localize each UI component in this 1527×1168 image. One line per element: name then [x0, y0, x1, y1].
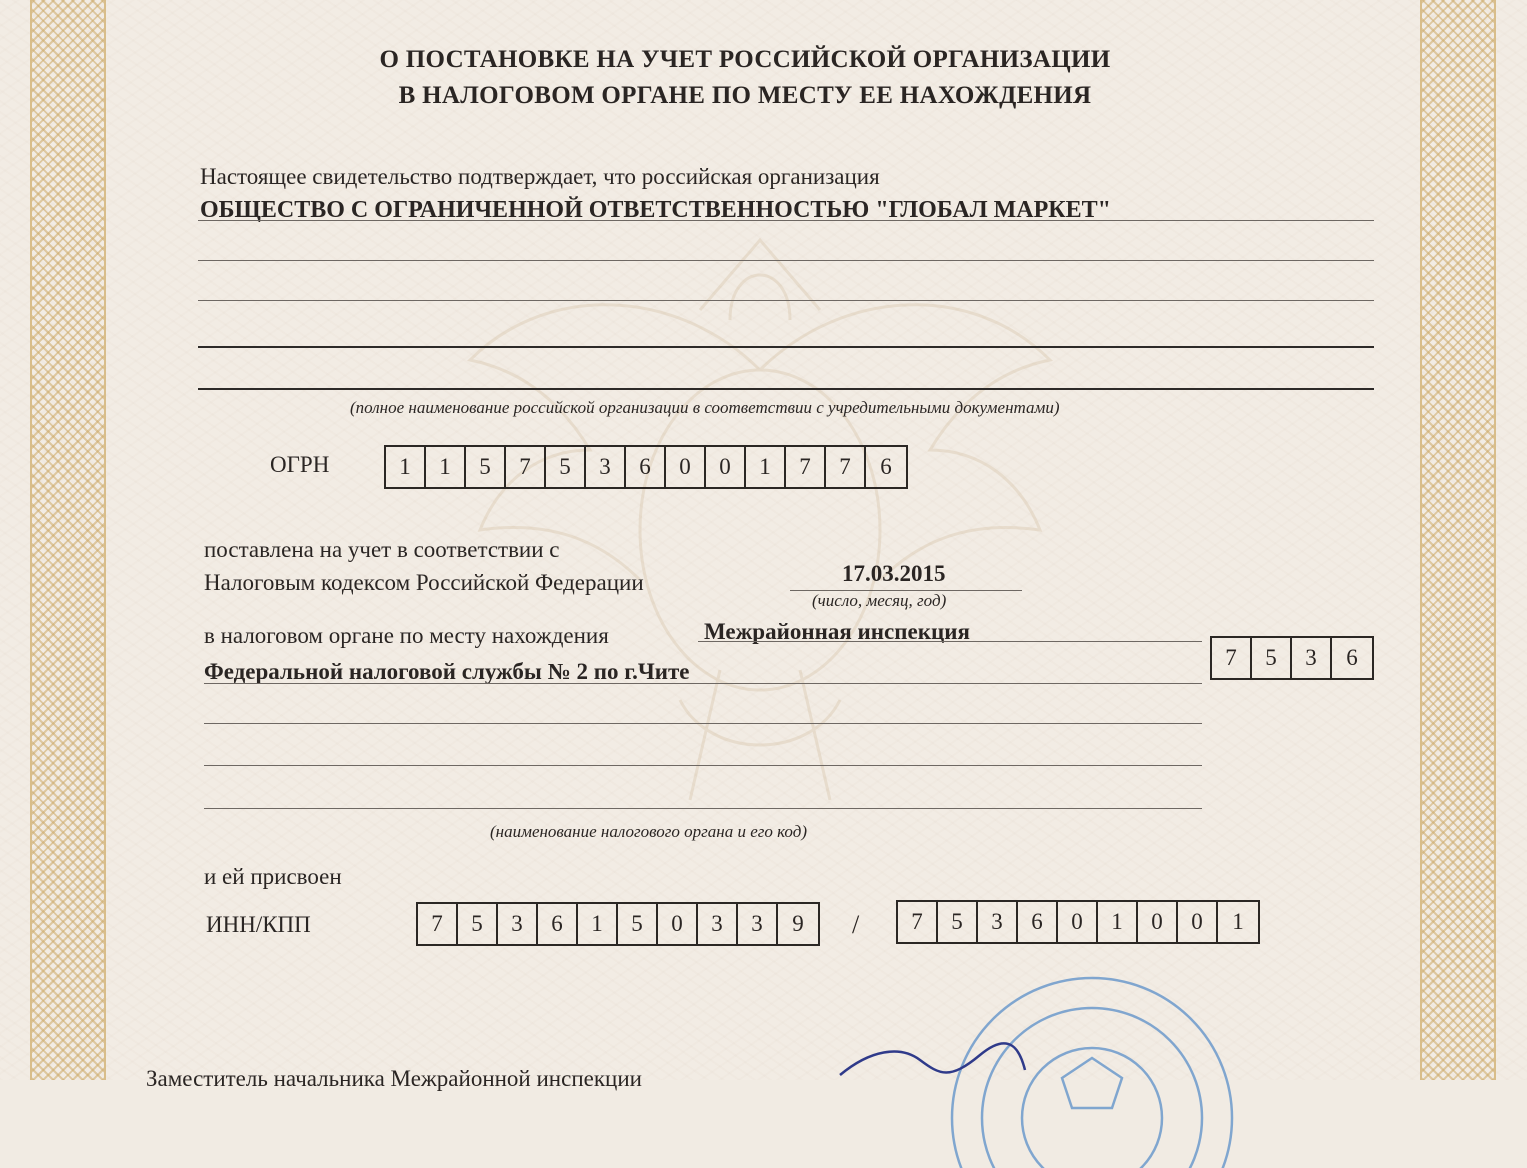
- authority-code-digit-1: 7: [1212, 638, 1252, 678]
- ogrn-digit-12: 7: [826, 447, 866, 487]
- inn-kpp-separator: /: [852, 910, 860, 939]
- authority-name-line-1: Межрайонная инспекция: [704, 619, 970, 644]
- certificate-title-line-2: В НАЛОГОВОМ ОРГАНЕ ПО МЕСТУ ЕЕ НАХОЖДЕНИЯ: [398, 82, 1092, 109]
- ogrn-digit-4: 7: [506, 447, 546, 487]
- inn-digit-2: 5: [458, 904, 498, 944]
- ogrn-digit-13: 6: [880, 454, 892, 479]
- inn-digit-boxes: [416, 902, 820, 946]
- signature: [830, 1040, 1030, 1080]
- coat-of-arms-watermark: [430, 200, 1090, 840]
- intro-text: Настоящее свидетельство подтверждает, что российская организация: [200, 164, 880, 189]
- registered-line-2: Налоговым кодексом Российской Федерации: [204, 570, 644, 595]
- kpp-digit-3: 3: [978, 902, 1018, 942]
- ogrn-label: ОГРН: [270, 452, 330, 477]
- authority-line-4: [204, 765, 1202, 766]
- kpp-digit-2: 5: [938, 902, 978, 942]
- bottom-signatory-text: Заместитель начальника Межрайонной инспекции: [146, 1066, 642, 1091]
- authority-line-5: [204, 808, 1202, 809]
- registration-date: 17.03.2015: [842, 561, 946, 586]
- kpp-digit-4: 6: [1018, 902, 1058, 942]
- inn-digit-4: 6: [538, 904, 578, 944]
- inn-digit-7: 0: [658, 904, 698, 944]
- certificate-title-line-1: О ПОСТАНОВКЕ НА УЧЕТ РОССИЙСКОЙ ОРГАНИЗАЦИИ: [379, 46, 1111, 73]
- ogrn-digit-6: 3: [586, 447, 626, 487]
- kpp-digit-9: 1: [1232, 909, 1244, 934]
- kpp-digit-6: 1: [1098, 902, 1138, 942]
- org-line-2: [198, 260, 1374, 261]
- authority-code-digit-2: 5: [1252, 638, 1292, 678]
- authority-code-boxes: [1210, 636, 1374, 680]
- org-line-1: [198, 220, 1374, 221]
- ogrn-digit-5: 5: [546, 447, 586, 487]
- ogrn-digit-2: 1: [426, 447, 466, 487]
- org-line-5: [198, 388, 1374, 390]
- org-line-4: [198, 346, 1374, 348]
- inn-digit-1: 7: [418, 904, 458, 944]
- authority-code-digit-3: 3: [1292, 638, 1332, 678]
- kpp-digit-boxes: [896, 900, 1260, 944]
- inn-kpp-label: ИНН/КПП: [206, 912, 311, 937]
- ogrn-digit-boxes: [384, 445, 908, 489]
- ogrn-digit-11: 7: [786, 447, 826, 487]
- inn-digit-3: 3: [498, 904, 538, 944]
- org-caption: (полное наименование российской организации в соответствии с учредительными документами): [350, 398, 1060, 417]
- left-ornamental-border: [30, 0, 106, 1080]
- kpp-digit-5: 0: [1058, 902, 1098, 942]
- authority-name-line-2: Федеральной налоговой службы № 2 по г.Чите: [204, 659, 690, 684]
- ogrn-digit-3: 5: [466, 447, 506, 487]
- authority-label: в налоговом органе по месту нахождения: [204, 623, 609, 648]
- ogrn-digit-9: 0: [706, 447, 746, 487]
- kpp-digit-8: 0: [1178, 902, 1218, 942]
- organization-name: ОБЩЕСТВО С ОГРАНИЧЕННОЙ ОТВЕТСТВЕННОСТЬЮ "ГЛОБАЛ МАРКЕТ": [200, 197, 1111, 223]
- inn-digit-8: 3: [698, 904, 738, 944]
- ogrn-digit-10: 1: [746, 447, 786, 487]
- date-caption: (число, месяц, год): [812, 591, 947, 610]
- authority-line-3: [204, 723, 1202, 724]
- inn-digit-9: 3: [738, 904, 778, 944]
- ogrn-digit-1: 1: [386, 447, 426, 487]
- registered-line-1: поставлена на учет в соответствии с: [204, 537, 560, 562]
- authority-code-digit-4: 6: [1346, 645, 1358, 670]
- authority-line-2: [204, 683, 1202, 684]
- ogrn-digit-7: 6: [626, 447, 666, 487]
- inn-digit-10: 9: [792, 911, 804, 936]
- inn-digit-6: 5: [618, 904, 658, 944]
- assigned-label: и ей присвоен: [204, 864, 342, 889]
- authority-line-1: [698, 641, 1202, 642]
- kpp-digit-1: 7: [898, 902, 938, 942]
- right-ornamental-border: [1420, 0, 1496, 1080]
- inn-digit-5: 1: [578, 904, 618, 944]
- org-line-3: [198, 300, 1374, 301]
- kpp-digit-7: 0: [1138, 902, 1178, 942]
- ogrn-digit-8: 0: [666, 447, 706, 487]
- authority-caption: (наименование налогового органа и его код): [490, 822, 807, 841]
